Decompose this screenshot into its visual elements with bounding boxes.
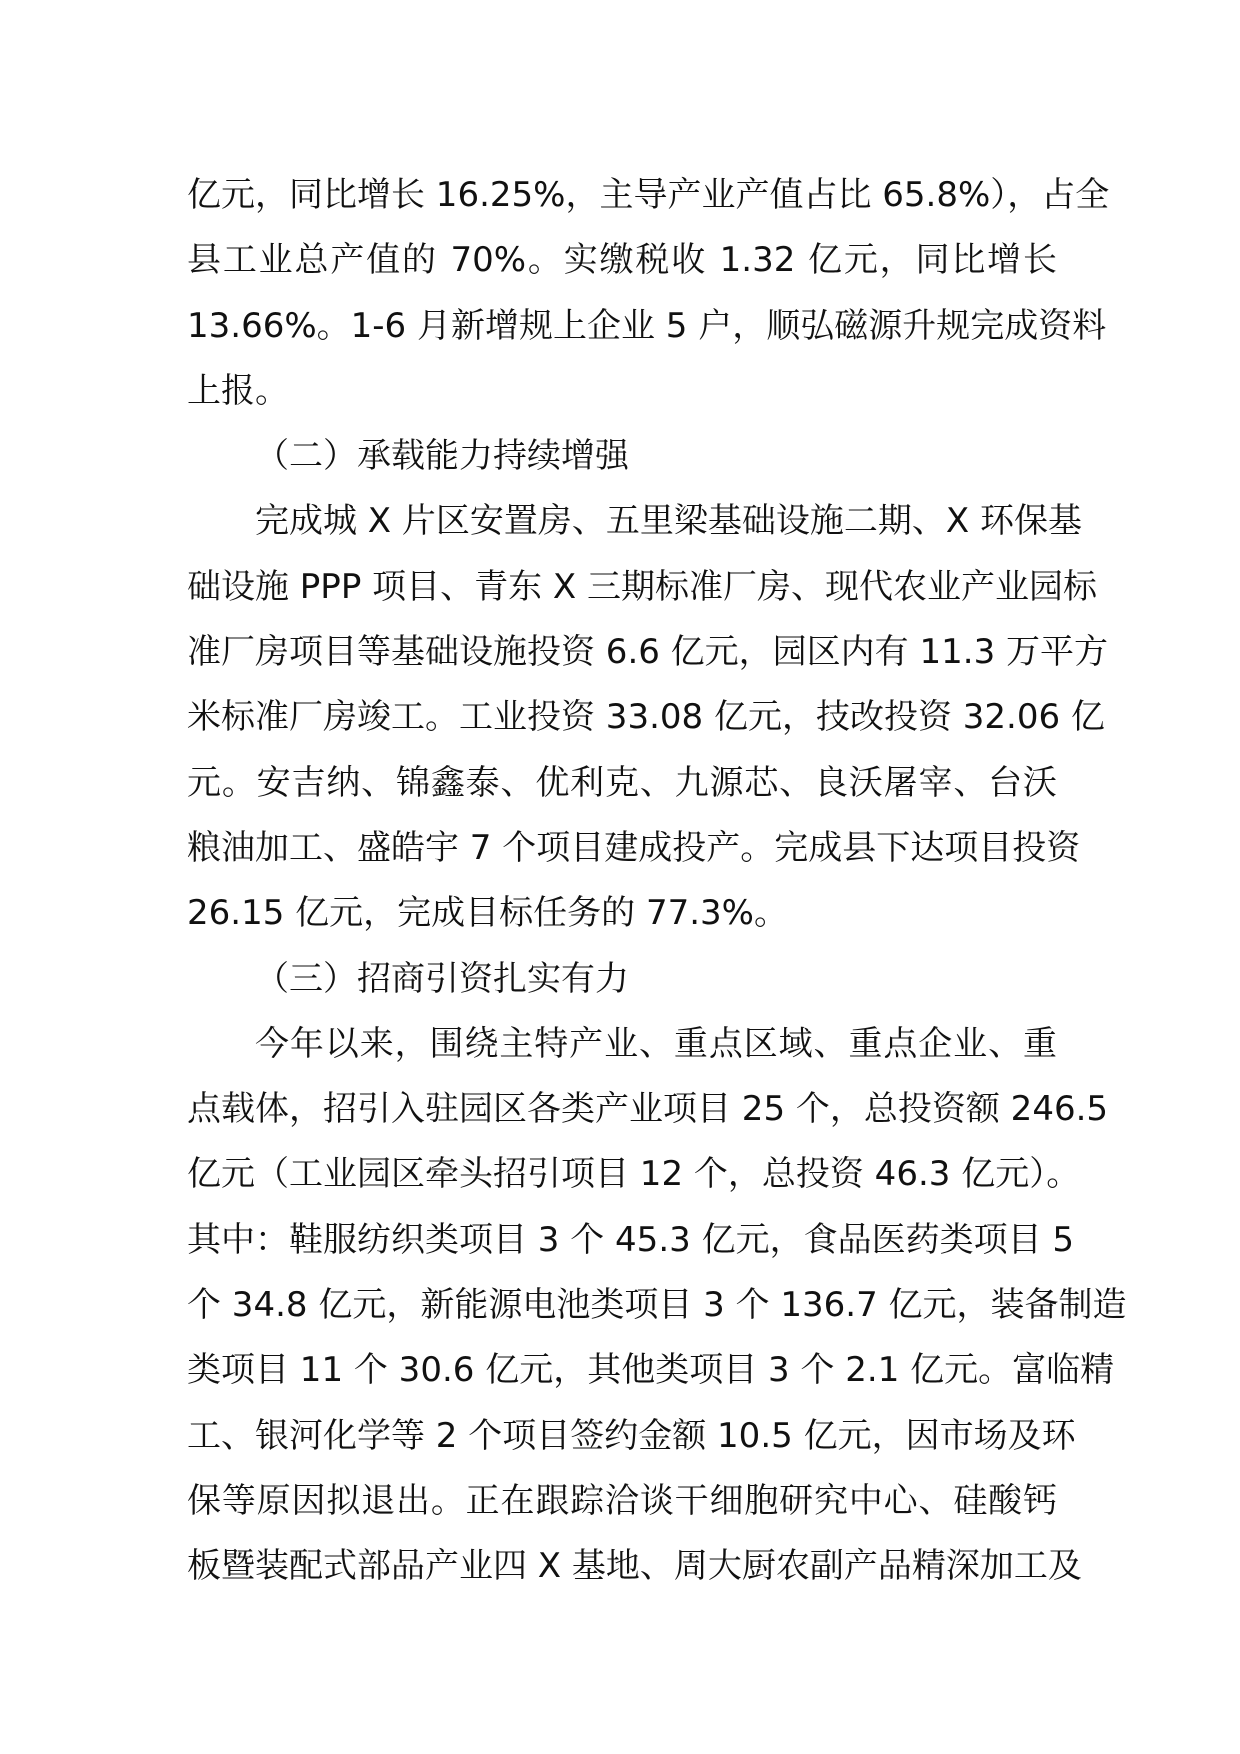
paragraph-line: 础设施 PPP 项目、青东 X 三期标准厂房、现代农业产业园标 [187,566,1098,607]
paragraph-line: 保等原因拟退出。正在跟踪洽谈干细胞研究中心、硅酸钙 [187,1480,1057,1521]
paragraph-line: 米标准厂房竣工。工业投资 33.08 亿元，技改投资 32.06 亿 [187,697,1105,738]
paragraph-line: 上报。 [187,370,289,411]
paragraph-line: 元。安吉纳、锦鑫泰、优利克、九源芯、良沃屠宰、台沃 [187,762,1057,803]
section-heading: （三）招商引资扎实有力 [255,958,629,999]
paragraph-line: 县工业总产值的 70%。实缴税收 1.32 亿元，同比增长 [187,240,1057,281]
paragraph-line: 粮油加工、盛皓宇 7 个项目建成投产。完成县下达项目投资 [187,827,1081,868]
paragraph-line: 工、银河化学等 2 个项目签约金额 10.5 亿元，因市场及环 [187,1415,1076,1456]
paragraph-line: 其中：鞋服纺织类项目 3 个 45.3 亿元，食品医药类项目 5 [187,1219,1075,1260]
section-heading: （二）承载能力持续增强 [255,436,629,477]
document-page [187,163,1127,1600]
paragraph-line: 准厂房项目等基础设施投资 6.6 亿元，园区内有 11.3 万平方 [187,632,1109,673]
paragraph-line: 类项目 11 个 30.6 亿元，其他类项目 3 个 2.1 亿元。富临精 [187,1350,1115,1391]
paragraph-line: 板暨装配式部品产业四 X 基地、周大厨农副产品精深加工及 [187,1546,1082,1587]
paragraph-line: 个 34.8 亿元，新能源电池类项目 3 个 136.7 亿元，装备制造 [187,1285,1127,1326]
paragraph-line: 亿元（工业园区牵头招引项目 12 个，总投资 46.3 亿元）。 [187,1154,1081,1195]
paragraph-line: 26.15 亿元，完成目标任务的 77.3%。 [187,893,788,934]
paragraph-line: 13.66%。1-6 月新增规上企业 5 户，顺弘磁源升规完成资料 [187,305,1107,346]
paragraph-line: 今年以来，围绕主特产业、重点区域、重点企业、重 [255,1023,1057,1064]
paragraph-line: 亿元，同比增长 16.25%，主导产业产值占比 65.8%），占全 [187,175,1110,215]
paragraph-line: 点载体，招引入驻园区各类产业项目 25 个，总投资额 246.5 [187,1089,1109,1130]
paragraph-line: 完成城 X 片区安置房、五里梁基础设施二期、X 环保基 [255,501,1083,542]
